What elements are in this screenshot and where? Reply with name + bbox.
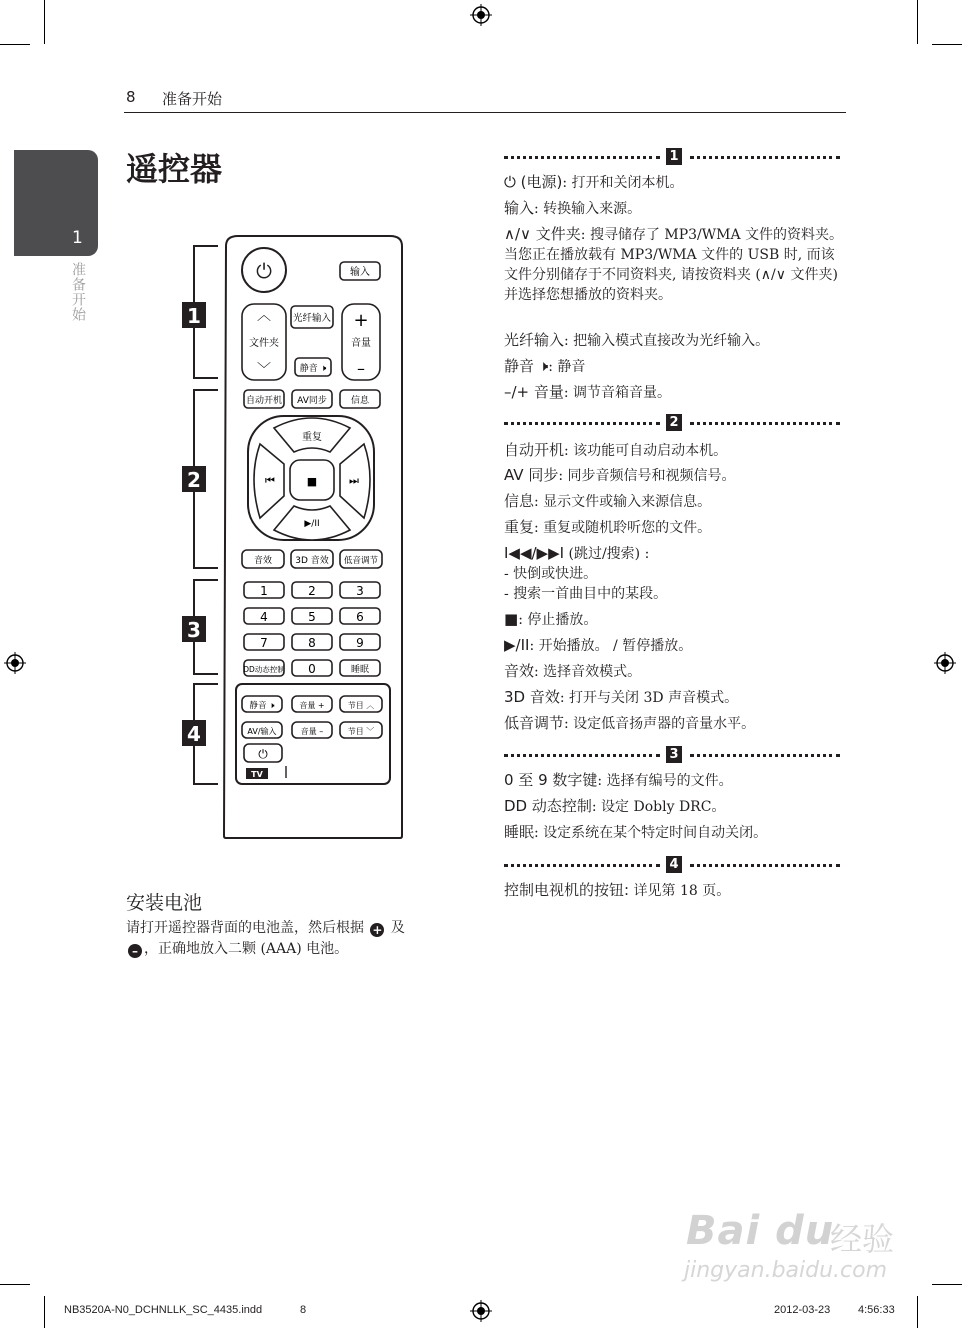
section-badge: 4 (666, 856, 682, 873)
battery-heading: 安装电池 (126, 892, 203, 914)
desc-item: 低音调节: 设定低音扬声器的音量水平。 (504, 714, 756, 732)
section-divider (504, 746, 840, 764)
auto-power-button: 自动开机 (245, 396, 283, 406)
minus-icon: – (128, 944, 142, 958)
crop-mark (0, 44, 30, 45)
tv-channel-up-button: 节目 ︿ (347, 701, 375, 710)
digit-6-button: 6 (356, 610, 364, 624)
desc-item: 0 至 9 数字键: 选择有编号的文件。 (504, 771, 733, 789)
section-label: 2 (187, 468, 201, 492)
drc-button: DD动态控制 (243, 665, 285, 674)
section-label: 4 (187, 722, 201, 746)
crop-mark (44, 1296, 45, 1328)
watermark-main: Bai du (686, 1208, 835, 1254)
section-divider (504, 414, 840, 432)
crop-mark (932, 44, 962, 45)
chapter-tab (14, 150, 98, 256)
crop-mark (0, 1284, 30, 1285)
desc-item: 输入: 转换输入来源。 (504, 199, 642, 217)
digit-3-button: 3 (356, 584, 364, 598)
registration-mark-icon (4, 652, 26, 674)
page-number: 8 (126, 88, 136, 106)
mute-button: 静音 🕨 (299, 364, 327, 374)
digit-1-button: 1 (260, 584, 268, 598)
desc-item: 睡眠: 设定系统在某个特定时间自动关闭。 (504, 823, 768, 841)
play-pause-button: ▶/II (304, 519, 320, 529)
folder-up-button: ︿ (257, 308, 271, 324)
footer-time: 4:56:33 (858, 1304, 895, 1316)
header-rule (124, 112, 846, 113)
desc-item: - 快倒或快进。 (504, 566, 598, 582)
prev-button: ⏮ (265, 474, 275, 487)
digit-9-button: 9 (356, 636, 364, 650)
digit-8-button: 8 (308, 636, 316, 650)
desc-item: 信息: 显示文件或输入来源信息。 (504, 492, 712, 510)
crop-mark (44, 0, 45, 44)
section-badge: 1 (666, 148, 682, 165)
tv-tag: TV (251, 770, 263, 779)
tv-mute-button: 静音 🕨 (249, 701, 275, 711)
volume-plus-button: + (353, 310, 369, 331)
section-badge: 3 (666, 746, 682, 763)
digit-5-button: 5 (308, 610, 316, 624)
battery-text (126, 918, 466, 960)
digit-0-button: 0 (308, 662, 316, 676)
digit-7-button: 7 (260, 636, 268, 650)
page-title: 遥控器 (126, 150, 223, 188)
remote-control-illustration (178, 232, 408, 842)
digit-2-button: 2 (308, 584, 316, 598)
battery-line-1b: 及 (390, 920, 405, 936)
desc-item: ▶/II: 开始播放。 / 暂停播放。 (504, 636, 693, 654)
section-divider (504, 148, 840, 166)
bass-button: 低音调节 (343, 556, 379, 566)
watermark-cn: 经验 (830, 1220, 895, 1258)
desc-item: –/+ 音量: 调节音箱音量。 (504, 383, 672, 401)
watermark-sub: jingyan.baidu.com (684, 1258, 888, 1283)
av-sync-button: AV同步 (297, 396, 327, 406)
desc-item: 音效: 选择音效模式。 (504, 662, 642, 680)
input-button: 输入 (350, 267, 370, 278)
folder-down-button: ﹀ (257, 362, 271, 378)
footer-page: 8 (300, 1304, 307, 1316)
effect-3d-button: 3D 音效 (295, 556, 329, 566)
repeat-button: 重复 (302, 432, 322, 443)
registration-mark-icon (470, 4, 492, 26)
desc-item: DD 动态控制: 设定 Dobly DRC。 (504, 797, 726, 815)
desc-item: I◀◀/▶▶I (跳过/搜索) : (504, 544, 650, 562)
battery-line-2: ，正确地放入二颗 (AAA) 电池。 (144, 941, 349, 957)
section-divider (504, 856, 840, 874)
desc-item: AV 同步: 同步音频信号和视频信号。 (504, 466, 736, 484)
plus-icon: + (372, 923, 383, 937)
desc-item: 自动开机: 该功能可自动启动本机。 (504, 441, 728, 459)
crop-mark (932, 1284, 962, 1285)
watermark (680, 1200, 910, 1300)
optical-button: 光纤输入 (292, 313, 332, 324)
desc-item: - 搜索一首曲目中的某段。 (504, 586, 668, 602)
desc-item: 重复: 重复或随机聆听您的文件。 (504, 518, 712, 536)
footer-file: NB3520A-N0_DCHNLLK_SC_4435.indd (64, 1304, 263, 1316)
stop-button: ■ (306, 475, 318, 488)
desc-item: 3D 音效: 打开与关闭 3D 声音模式。 (504, 688, 739, 706)
tv-av-input-button: AV/输入 (247, 727, 277, 736)
desc-item: ⏻ (电源): 打开和关闭本机。 (504, 173, 684, 191)
power-button: ⏻ (256, 259, 272, 283)
registration-mark-icon (934, 652, 956, 674)
tv-power-button: ⏻ (258, 747, 268, 761)
section-label: 3 (187, 618, 201, 642)
chapter-tab-number: 1 (72, 228, 83, 248)
tv-volume-minus-button: 音量 – (300, 727, 324, 736)
volume-minus-button: – (357, 359, 365, 378)
chapter-title: 准备开始 (162, 90, 223, 108)
sleep-button: 睡眠 (350, 665, 370, 675)
folder-button: 文件夹 (249, 338, 279, 349)
desc-item: ∧/∨ 文件夹: 搜寻储存了 MP3/WMA 文件的资料夹。 当您正在播放载有 MP3/WMA 文件的 USB 时, 而该文件分别储存于不同资料夹, 请按资料夹 (∧/∨ 文件夹) 并选择您想播放的资料夹。 (504, 225, 844, 303)
footer-date: 2012-03-23 (774, 1304, 831, 1316)
chapter-tab-label: 准备开始 (70, 262, 86, 322)
desc-item: 控制电视机的按钮: 详见第 18 页。 (504, 881, 731, 899)
next-button: ⏭ (349, 474, 359, 487)
section-badge: 2 (666, 414, 682, 431)
desc-item: 静音 🕨: 静音 (504, 357, 586, 375)
crop-mark (917, 1296, 918, 1328)
crop-mark (917, 0, 918, 44)
section-label: 1 (187, 304, 201, 328)
tv-volume-plus-button: 音量 + (299, 701, 325, 710)
desc-item: ■: 停止播放。 (504, 610, 598, 628)
digit-4-button: 4 (260, 610, 268, 624)
info-button: 信息 (350, 396, 370, 406)
desc-item: 光纤输入: 把输入模式直接改为光纤输入。 (504, 331, 770, 349)
sound-effect-button: 音效 (253, 556, 273, 566)
battery-line-1a: 请打开遥控器背面的电池盖，然后根据 (126, 920, 364, 936)
tv-channel-down-button: 节目 ﹀ (347, 727, 375, 736)
volume-label: 音量 (351, 338, 371, 349)
registration-mark-icon (470, 1300, 492, 1322)
